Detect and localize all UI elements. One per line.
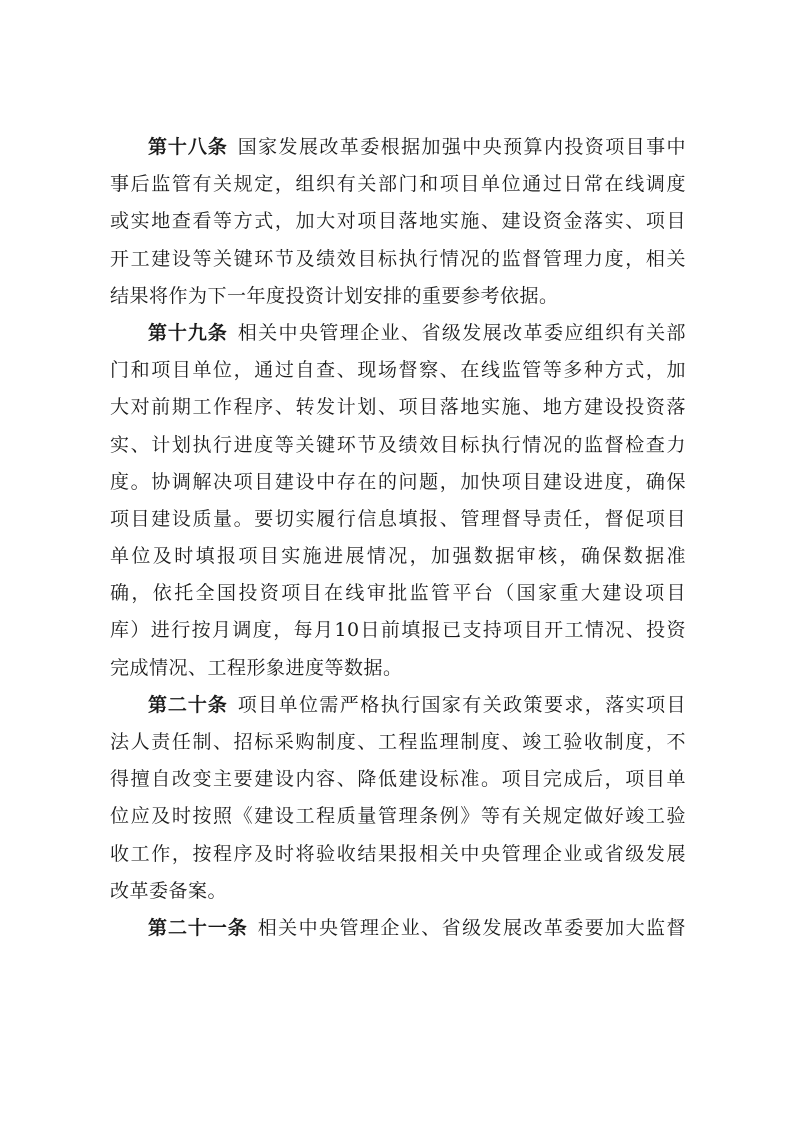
- article-19-line-7: 单位及时填报项目实施进展情况，加强数据审核，确保数据准: [110, 545, 686, 568]
- article-18-line-5: 结果将作为下一年度投资计划安排的重要参考依据。: [110, 284, 559, 307]
- article-20-line-6: 改革委备案。: [110, 879, 228, 902]
- article-19-line-10: 完成情况、工程形象进度等数据。: [110, 656, 403, 679]
- article-number: 第二十条: [148, 693, 228, 716]
- article-18-line-1: [110, 129, 686, 166]
- article-text: 项目单位需严格执行国家有关政策要求，落实项目: [237, 693, 686, 716]
- article-19-line-6: 项目建设质量。要切实履行信息填报、管理督导责任，督促项目: [110, 507, 686, 530]
- article-18-line-2: 事后监管有关规定，组织有关部门和项目单位通过日常在线调度: [110, 173, 686, 196]
- article-19-line-1: [110, 315, 686, 352]
- article-18-line-3: 或实地查看等方式，加大对项目落地实施、建设资金落实、项目: [110, 210, 686, 233]
- article-text: 相关中央管理企业、省级发展改革委应组织有关部: [237, 321, 686, 344]
- article-number: 第二十一条: [148, 916, 248, 939]
- article-18-line-4: 开工建设等关键环节及绩效目标执行情况的监督管理力度，相关: [110, 247, 686, 270]
- article-20-line-5: 收工作，按程序及时将验收结果报相关中央管理企业或省级发展: [110, 842, 686, 865]
- article-text: 国家发展改革委根据加强中央预算内投资项目事中: [237, 136, 686, 158]
- article-20-line-3: 得擅自改变主要建设内容、降低建设标准。项目完成后，项目单: [110, 768, 686, 791]
- article-19-line-4: 实、计划执行进度等关键环节及绩效目标执行情况的监督检查力: [110, 433, 686, 456]
- article-19-line-5: 度。协调解决项目建设中存在的问题，加快项目建设进度，确保: [110, 470, 686, 493]
- article-number: 第十九条: [148, 321, 228, 344]
- article-text: 相关中央管理企业、省级发展改革委要加大监督: [257, 916, 686, 939]
- article-19-line-8: 确，依托全国投资项目在线审批监管平台（国家重大建设项目: [110, 582, 686, 605]
- article-21-line-1: [110, 910, 686, 947]
- article-20-line-4: 位应及时按照《建设工程质量管理条例》等有关规定做好竣工验: [110, 805, 686, 828]
- document-page: [110, 129, 686, 947]
- article-20-line-1: [110, 687, 686, 724]
- article-19-line-2: 门和项目单位，通过自查、现场督察、在线监管等多种方式，加: [110, 359, 686, 382]
- article-number: 第十八条: [148, 136, 228, 158]
- article-20-line-2: 法人责任制、招标采购制度、工程监理制度、竣工验收制度，不: [110, 731, 686, 753]
- article-19-line-9: 库）进行按月调度，每月10日前填报已支持项目开工情况、投资: [110, 619, 686, 642]
- article-19-line-3: 大对前期工作程序、转发计划、项目落地实施、地方建设投资落: [110, 396, 686, 419]
